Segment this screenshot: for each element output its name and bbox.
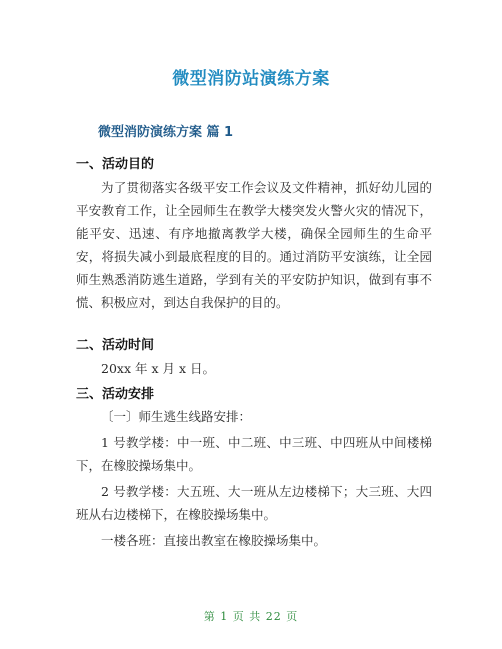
- paragraph-building-1: 1 号教学楼：中一班、中二班、中三班、中四班从中间楼梯下，在橡胶操场集中。: [76, 435, 432, 473]
- heading-arrangement: 三、活动安排: [76, 387, 155, 402]
- paragraph-route-intro: 〔一〕师生逃生线路安排：: [101, 409, 252, 424]
- section-title: 微型消防演练方案 篇 1: [98, 125, 234, 140]
- document-title: 微型消防站演练方案: [172, 69, 330, 89]
- paragraph-purpose: 为了贯彻落实各级平安工作会议及文件精神，抓好幼儿园的平安教育工作，让全园师生在教学大楼突发火警火灾的情况下，能平安、迅速、有序地撤离教学大楼，确保全园师生的生命平安，将损失减小到最底程度的目的。通过消防平安演练，让全园师生熟悉消防逃生道路，学到有关的平安防护知识，做到有事不慌、积极应对，到达自我保护的目的。: [76, 180, 432, 310]
- paragraph-building-2: 2 号教学楼：大五班、大一班从左边楼梯下；大三班、大四班从右边楼梯下，在橡胶操场集中。: [76, 484, 432, 522]
- paragraph-first-floor: 一楼各班：直接出教室在橡胶操场集中。: [101, 533, 327, 548]
- heading-time: 二、活动时间: [76, 338, 155, 353]
- paragraph-time: 20xx 年 x 月 x 日。: [101, 361, 215, 376]
- page-footer: 第 1 页 共 22 页: [203, 610, 299, 623]
- heading-purpose: 一、活动目的: [76, 157, 155, 172]
